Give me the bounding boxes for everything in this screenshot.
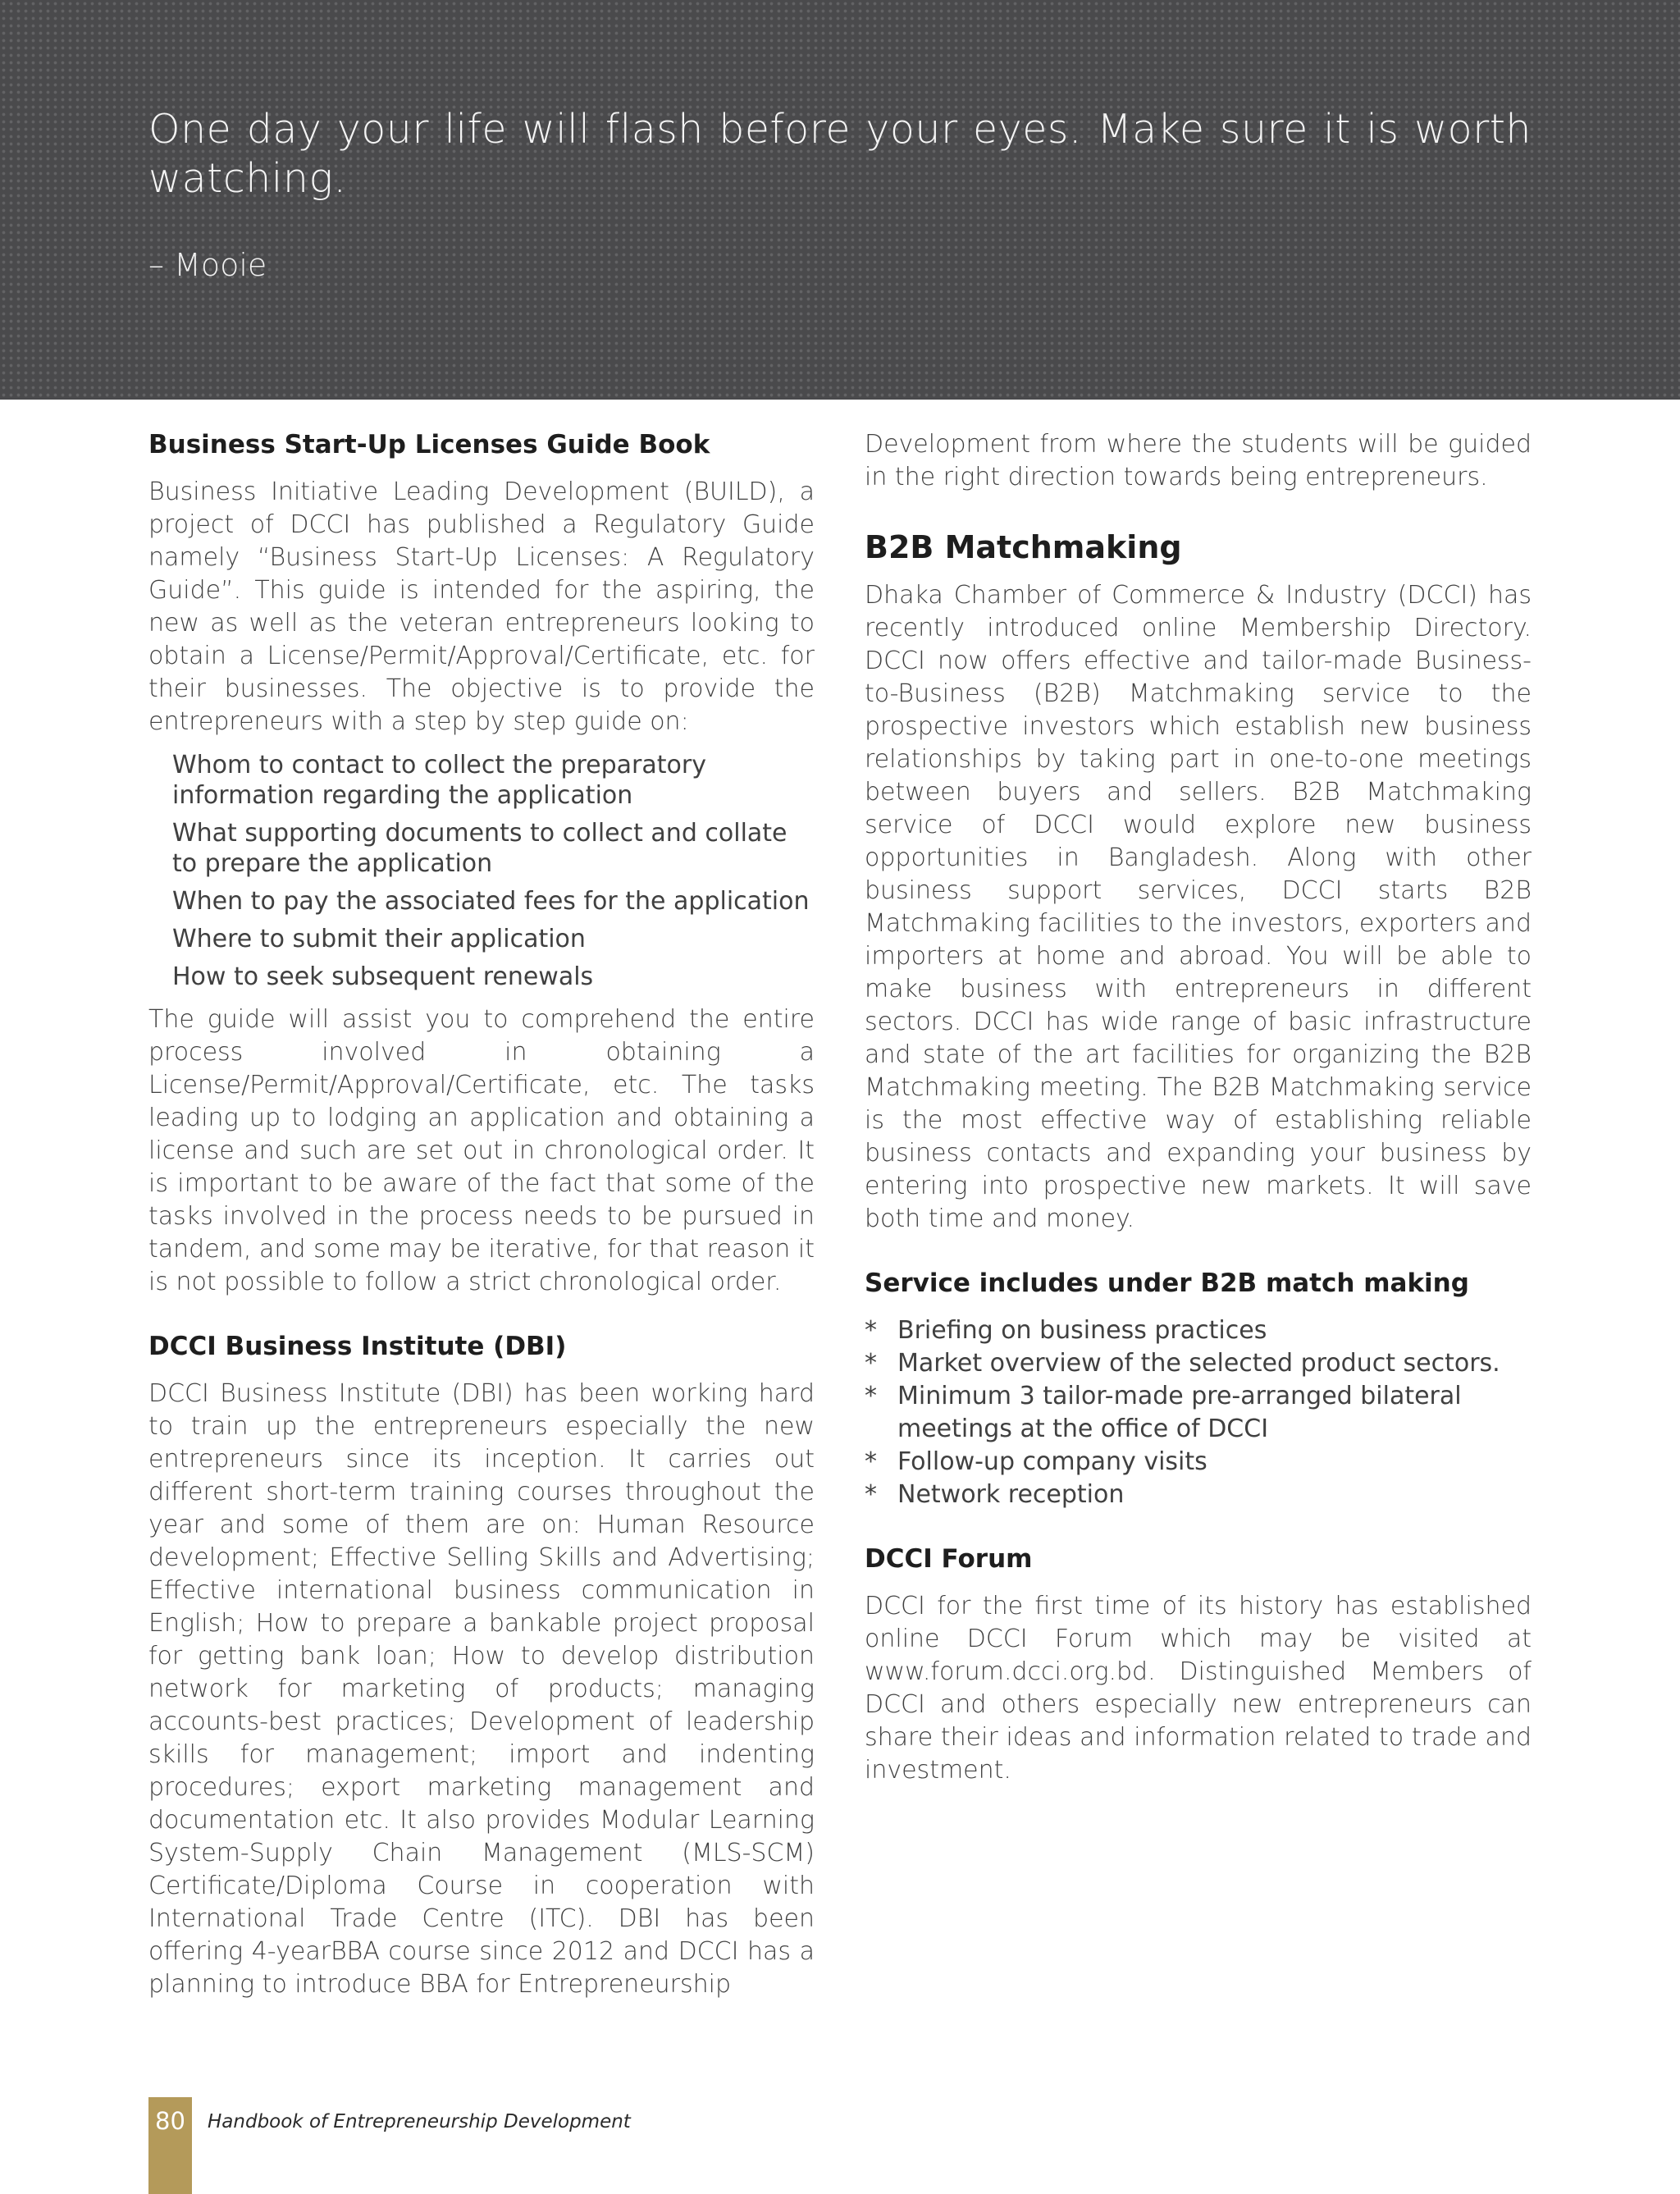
list-item: * Minimum 3 tailor-made pre-arranged bilateral meetings at the office of DCCI [865, 1382, 1462, 1443]
quote-text: One day your life will flash before your eyes. Make sure it is worth watching. [148, 106, 1532, 202]
forum-heading: DCCI Forum [865, 1544, 1033, 1574]
dbi-continuation: Development from where the students will be guided in the right direction towards being entrepreneurs. [865, 430, 1532, 491]
list-item: * Market overview of the selected product sectors. [865, 1347, 1532, 1380]
services-heading: Service includes under B2B match making [865, 1268, 1469, 1298]
dbi-heading: DCCI Business Institute (DBI) [148, 1332, 567, 1361]
asterisk-bullet: * [865, 1349, 877, 1378]
list-item: When to pay the associated fees for the application [172, 887, 810, 916]
b2b-body: Dhaka Chamber of Commerce & Industry (DCCI) has recently introduced online Membership Directory. DCCI now offers effective and tailor-made Business-to-Business (B2B) Matchmaking service to the prospective investors which establish new business relationships by taking part in one-to-one meetings between buyers and sellers. B2B Matchmaking service of DCCI would explore new business opportunities in Bangladesh. Along with other business support services, DCCI starts B2B Matchmaking facilities to the investors, exporters and importers at home and abroad. You will be able to make business with entrepreneurs in different sectors. DCCI has wide range of basic infrastructure and state of the art facilities for organizing the B2B Matchmaking meeting. The B2B Matchmaking service is the most effective way of establishing reliable business contacts and expanding your business by entering into prospective new markets. It will save both time and money. [865, 581, 1532, 1233]
asterisk-bullet: * [865, 1480, 877, 1509]
build-steps-list [172, 750, 815, 992]
list-item: How to seek subsequent renewals [172, 962, 594, 991]
forum-body: DCCI for the first time of its history has established online DCCI Forum which may be visited at www.forum.dcci.org.bd. Distinguished Members of DCCI and others especially new entrepreneurs can share their ideas and information related to trade and investment. [865, 1592, 1532, 1785]
list-item: * Briefing on business practices [865, 1314, 1532, 1347]
list-item: What supporting documents to collect and collate to prepare the application [172, 819, 788, 878]
asterisk-bullet: * [865, 1447, 877, 1476]
page-number: 80 [155, 2107, 185, 2135]
asterisk-bullet: * [865, 1382, 877, 1410]
quote-author: – Mooie [148, 247, 267, 283]
dbi-body: DCCI Business Institute (DBI) has been working hard to train up the entrepreneurs especially the new entrepreneurs since its inception. It carries out different short-term training courses throughout the year and some of them are on: Human Resource development; Effective Selling Skills and Advertising; Effective international business communication in English; How to prepare a bankable project proposal for getting bank loan; How to develop distribution network for marketing of products; managing accounts-best practices; Development of leadership skills for management; import and indenting procedures; export marketing management and documentation etc. It also provides Modular Learning System-Supply Chain Management (MLS-SCM) Certificate/Diploma Course in cooperation with International Trade Centre (ITC). DBI has been offering 4-yearBBA course since 2012 and DCCI has a planning to introduce BBA for Entrepreneurship [148, 1379, 815, 1999]
list-item: Whom to contact to collect the preparatory information regarding the application [172, 751, 706, 810]
b2b-heading: B2B Matchmaking [865, 529, 1182, 565]
list-item: Where to submit their application [172, 925, 586, 953]
build-intro: Business Initiative Leading Development (BUILD), a project of DCCI has published a Regulatory Guide namely “Business Start-Up Licenses: A Regulatory Guide”. This guide is intended for the aspiring, the new as well as the veteran entrepreneurs looking to obtain a License/Permit/Approval/Certificate, etc. for their businesses. The objective is to provide the entrepreneurs with a step by step guide on: [148, 478, 815, 736]
quote-banner [0, 0, 1680, 400]
asterisk-bullet: * [865, 1316, 877, 1345]
list-item: * Follow-up company visits [865, 1446, 1532, 1479]
left-column [148, 428, 815, 2001]
running-footer-title: Handbook of Entrepreneurship Development [208, 2111, 631, 2132]
build-heading: Business Start-Up Licenses Guide Book [148, 430, 710, 459]
list-item: * Network reception [865, 1479, 1532, 1511]
right-column [865, 428, 1532, 1787]
build-outro: The guide will assist you to comprehend the entire process involved in obtaining a License/Permit/Approval/Certificate, etc. The tasks leading up to lodging an application and obtaining a license and such are set out in chronological order. It is important to be aware of the fact that some of the tasks involved in the process needs to be pursued in tandem, and some may be iterative, for that reason it is not possible to follow a strict chronological order. [148, 1005, 815, 1296]
services-list [865, 1314, 1532, 1511]
